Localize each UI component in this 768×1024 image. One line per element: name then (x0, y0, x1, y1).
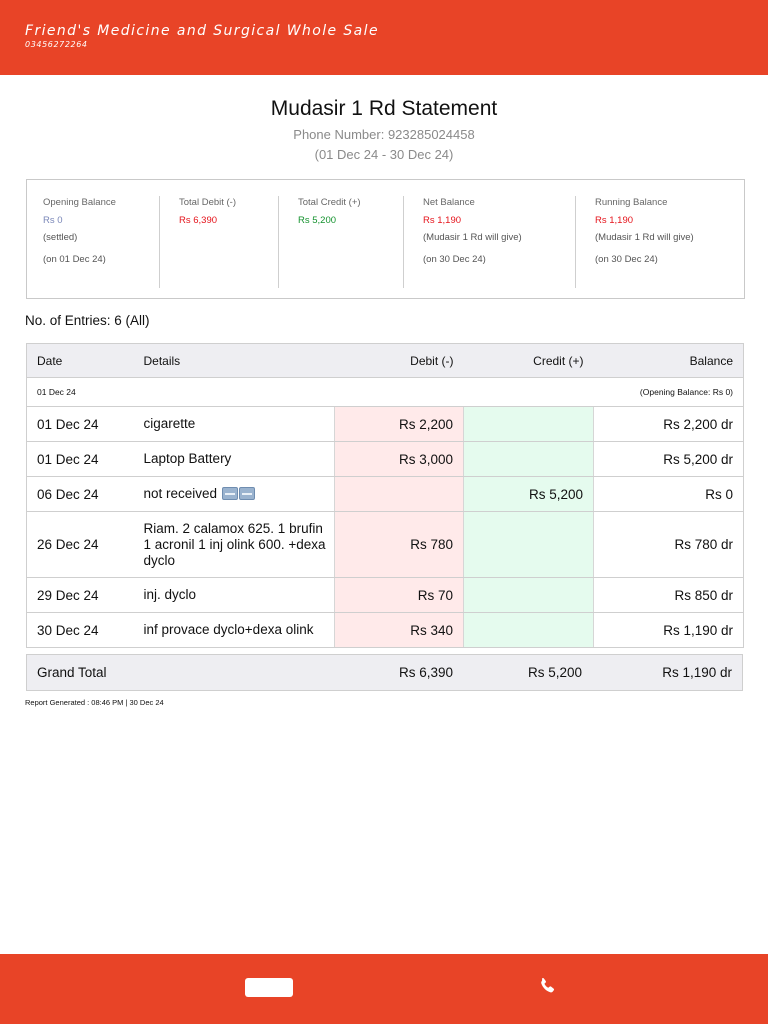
call-button[interactable] (532, 971, 562, 1001)
row-debit: Rs 3,000 (335, 442, 464, 477)
row-balance: Rs 1,190 dr (594, 613, 744, 648)
header-date: Date (27, 344, 134, 378)
summary-divider (159, 196, 160, 288)
row-date: 30 Dec 24 (27, 613, 134, 648)
total-debit-label: Total Debit (-) (179, 197, 237, 208)
free-tag-icon (239, 487, 255, 500)
ledger-table (26, 343, 744, 648)
report-generated: Report Generated : 08:46 PM | 30 Dec 24 (25, 698, 164, 707)
grand-total-balance: Rs 1,190 dr (662, 665, 732, 680)
statement-period: (01 Dec 24 - 30 Dec 24) (314, 147, 454, 162)
net-balance-block (423, 196, 522, 288)
opening-balance-block (43, 196, 116, 288)
row-details: inj. dyclo (134, 578, 335, 613)
row-credit (464, 407, 594, 442)
table-header-row (27, 344, 744, 378)
header-debit: Debit (-) (335, 344, 464, 378)
phone-icon (532, 971, 562, 1001)
row-details: Laptop Battery (134, 442, 335, 477)
top-header-bar (0, 0, 768, 75)
table-row[interactable] (27, 442, 744, 477)
opening-balance-label: Opening Balance (43, 197, 116, 208)
entries-count: No. of Entries: 6 (All) (25, 313, 150, 328)
running-balance-value: Rs 1,190 (595, 215, 634, 226)
row-credit (464, 442, 594, 477)
row-details-cell (134, 477, 335, 512)
header-balance: Balance (594, 344, 744, 378)
header-credit: Credit (+) (464, 344, 594, 378)
opening-balance-value: Rs 0 (43, 215, 63, 226)
table-row[interactable] (27, 613, 744, 648)
net-balance-value: Rs 1,190 (423, 215, 462, 226)
summary-divider (575, 196, 576, 288)
net-balance-label: Net Balance (423, 197, 475, 208)
running-balance-label: Running Balance (595, 197, 668, 208)
row-debit: Rs 2,200 (335, 407, 464, 442)
table-row[interactable] (27, 477, 744, 512)
row-balance: Rs 5,200 dr (594, 442, 744, 477)
grand-total-debit: Rs 6,390 (398, 665, 453, 680)
row-balance: Rs 2,200 dr (594, 407, 744, 442)
row-details: not received (143, 486, 218, 501)
total-debit-value: Rs 6,390 (179, 215, 218, 226)
total-credit-label: Total Credit (+) (298, 197, 361, 208)
grand-total-row (26, 654, 743, 691)
statement-title: Mudasir 1 Rd Statement (270, 97, 498, 120)
running-balance-block (595, 196, 694, 288)
grand-total-credit: Rs 5,200 (527, 665, 582, 680)
row-details: Riam. 2 calamox 625. 1 brufin 1 acronil 1 inj olink 600. +dexa dyclo (134, 512, 335, 578)
running-balance-date: (on 30 Dec 24) (595, 254, 658, 265)
summary-divider (403, 196, 404, 288)
running-balance-note: (Mudasir 1 Rd will give) (595, 232, 694, 243)
table-row[interactable] (27, 512, 744, 578)
row-details: cigarette (134, 407, 335, 442)
table-row[interactable] (27, 578, 744, 613)
header-details: Details (134, 344, 335, 378)
date-group-row (27, 378, 744, 407)
bottom-action-bar (0, 954, 768, 1024)
total-credit-block (298, 196, 361, 288)
row-balance: Rs 0 (594, 477, 744, 512)
row-credit (464, 578, 594, 613)
row-debit: Rs 340 (335, 613, 464, 648)
row-balance: Rs 850 dr (594, 578, 744, 613)
row-details: inf provace dyclo+dexa olink (134, 613, 335, 648)
row-credit: Rs 5,200 (464, 477, 594, 512)
summary-divider (278, 196, 279, 288)
row-date: 06 Dec 24 (27, 477, 134, 512)
row-debit: Rs 70 (335, 578, 464, 613)
row-date: 26 Dec 24 (27, 512, 134, 578)
opening-balance-date: (on 01 Dec 24) (43, 254, 106, 265)
grand-total-label: Grand Total (37, 665, 107, 680)
total-debit-block (179, 196, 236, 288)
share-button[interactable] (245, 978, 293, 997)
opening-balance-note: (settled) (43, 232, 78, 243)
net-balance-date: (on 30 Dec 24) (423, 254, 486, 265)
row-credit (464, 613, 594, 648)
row-debit: Rs 780 (335, 512, 464, 578)
row-date: 29 Dec 24 (27, 578, 134, 613)
net-balance-note: (Mudasir 1 Rd will give) (423, 232, 522, 243)
row-credit (464, 512, 594, 578)
customer-phone: Phone Number: 923285024458 (293, 127, 475, 142)
row-balance: Rs 780 dr (594, 512, 744, 578)
opening-balance-note-row: (Opening Balance: Rs 0) (335, 378, 744, 407)
row-date: 01 Dec 24 (27, 442, 134, 477)
free-tag-icon (222, 487, 238, 500)
table-row[interactable] (27, 407, 744, 442)
shop-phone: 03456272264 (25, 40, 88, 49)
row-date: 01 Dec 24 (27, 407, 134, 442)
row-debit (335, 477, 464, 512)
shop-name: Friend's Medicine and Surgical Whole Sale (25, 23, 379, 39)
group-date: 01 Dec 24 (27, 378, 335, 407)
total-credit-value: Rs 5,200 (298, 215, 337, 226)
balance-summary-box (26, 179, 745, 299)
